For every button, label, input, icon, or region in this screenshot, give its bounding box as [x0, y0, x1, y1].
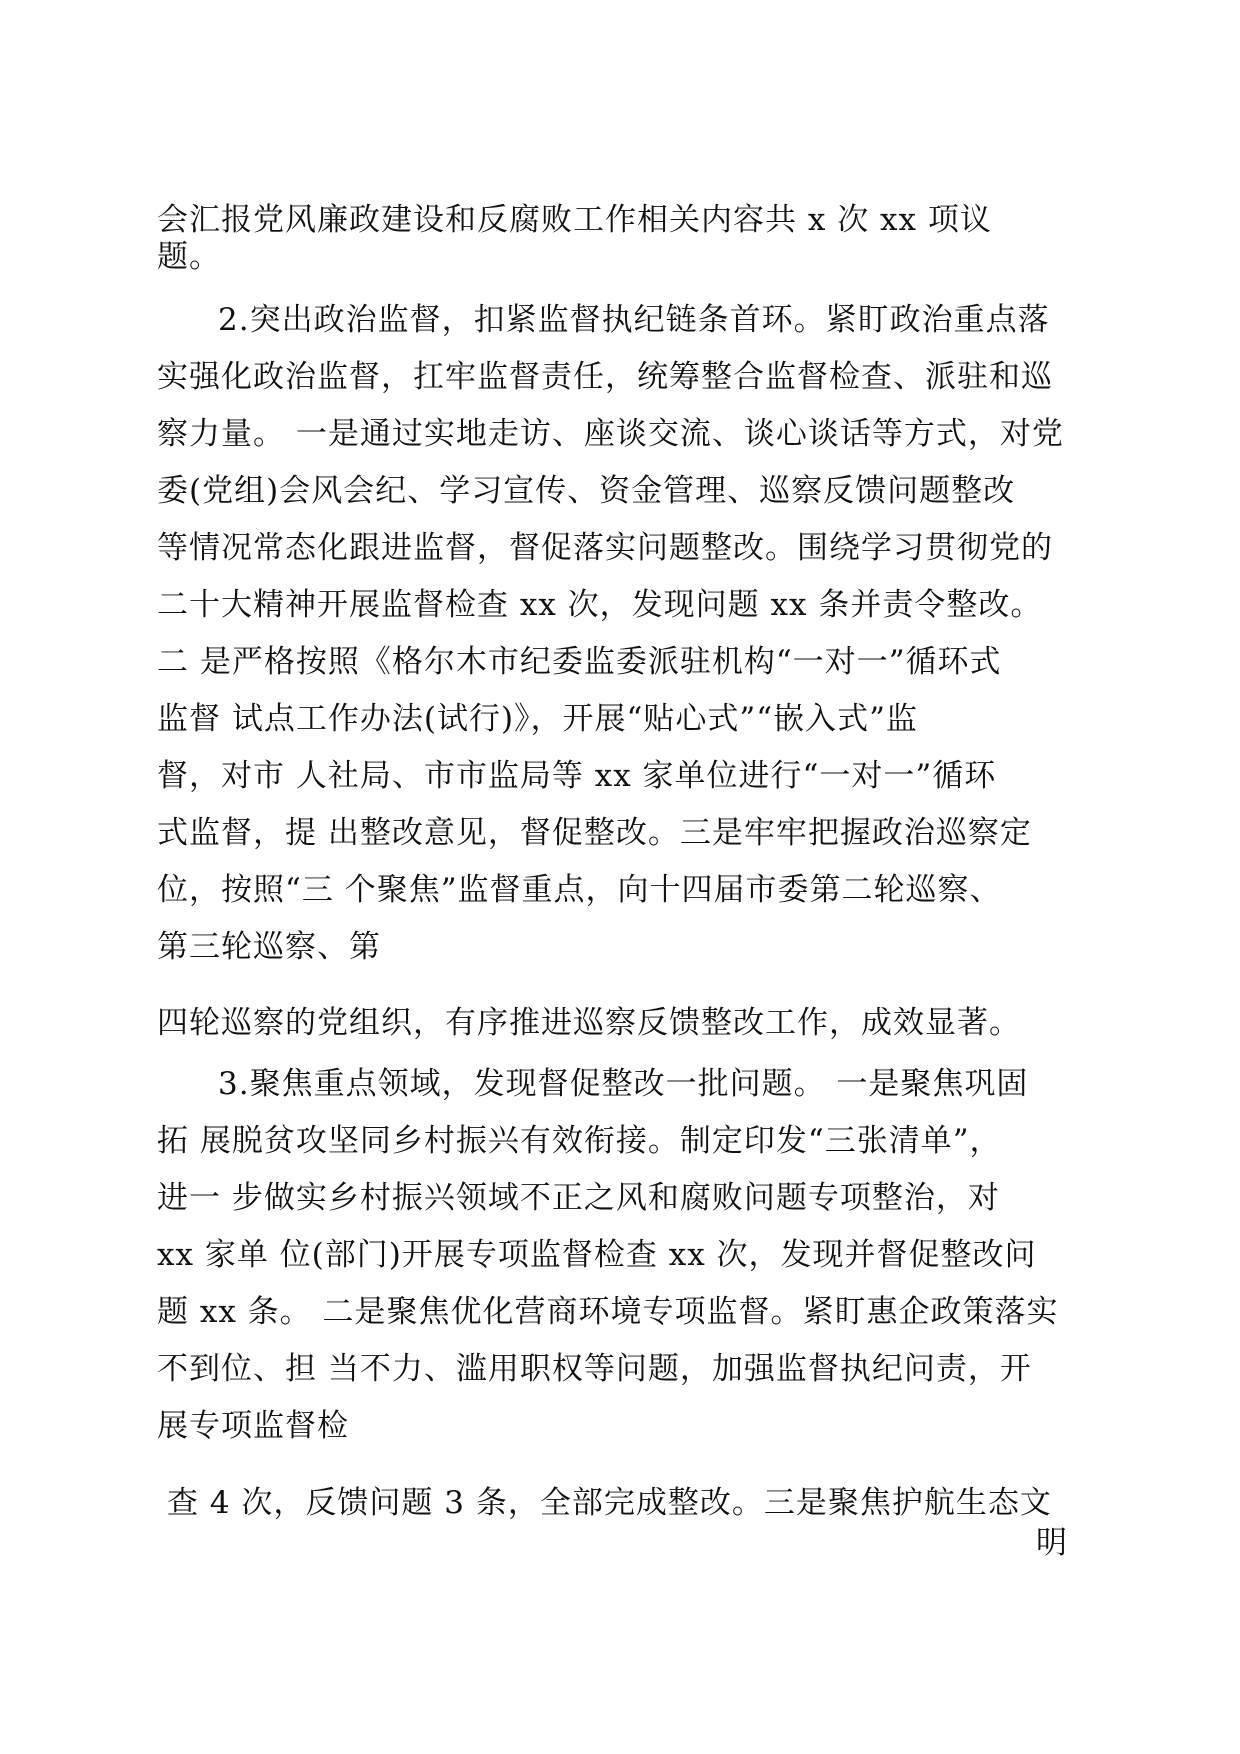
text-line: 监督 试点工作办法(试行)》，开展“贴心式”“嵌入式”监 [157, 701, 918, 737]
text-line: 不到位、担 当不力、滥用职权等问题，加强监督执纪问责，开 [157, 1351, 1032, 1387]
text-line: xx 家单 位(部门)开展专项监督检查 xx 次，发现并督促整改问 [157, 1237, 1037, 1273]
text-line: 等情况常态化跟进监督，督促落实问题整改。围绕学习贯彻党的 [157, 530, 1053, 566]
text-line: 委(党组)会风会纪、学习宣传、资金管理、巡察反馈问题整改 [157, 473, 1016, 509]
text-line: 进一 步做实乡村振兴领域不正之风和腐败问题专项整治，对 [157, 1180, 1000, 1216]
text-line: 二十大精神开展监督检查 xx 次，发现问题 xx 条并责令整改。 [157, 587, 1043, 623]
text-line: 督，对市 人社局、市市监局等 xx 家单位进行“一对一”循环 [157, 758, 997, 794]
text-line: 查 4 次，反馈问题 3 条，全部完成整改。三是聚焦护航生态文 [167, 1485, 1052, 1521]
text-line: 拓 展脱贫攻坚同乡村振兴有效衔接。制定印发“三张清单”， [157, 1123, 1002, 1159]
text-line: 会汇报党风廉政建设和反腐败工作相关内容共 x 次 xx 项议 [157, 202, 992, 238]
text-line: 二 是严格按照《格尔木市纪委监委派驻机构“一对一”循环式 [157, 644, 1002, 680]
text-line: 3.聚焦重点领域，发现督促整改一批问题。 一是聚焦巩固 [218, 1066, 1029, 1102]
text-line: 2.突出政治监督，扣紧监督执纪链条首环。紧盯政治重点落 [218, 302, 1050, 338]
text-line: 第三轮巡察、第 [157, 929, 381, 965]
text-line: 位，按照“三 个聚焦”监督重点，向十四届市委第二轮巡察、 [157, 872, 1002, 908]
text-line: 明 [1036, 1525, 1068, 1561]
text-line: 题。 [157, 239, 221, 275]
text-line: 四轮巡察的党组织，有序推进巡察反馈整改工作，成效显著。 [157, 1005, 1021, 1041]
text-line: 察力量。 一是通过实地走访、座谈交流、谈心谈话等方式，对党 [157, 416, 1064, 452]
text-line: 展专项监督检 [157, 1408, 349, 1444]
text-line: 实强化政治监督，扛牢监督责任，统筹整合监督检查、派驻和巡 [157, 359, 1053, 395]
text-line: 式监督，提 出整改意见，督促整改。三是牢牢把握政治巡察定 [157, 815, 1032, 851]
text-line: 题 xx 条。 二是聚焦优化营商环境专项监督。紧盯惠企政策落实 [157, 1294, 1059, 1330]
